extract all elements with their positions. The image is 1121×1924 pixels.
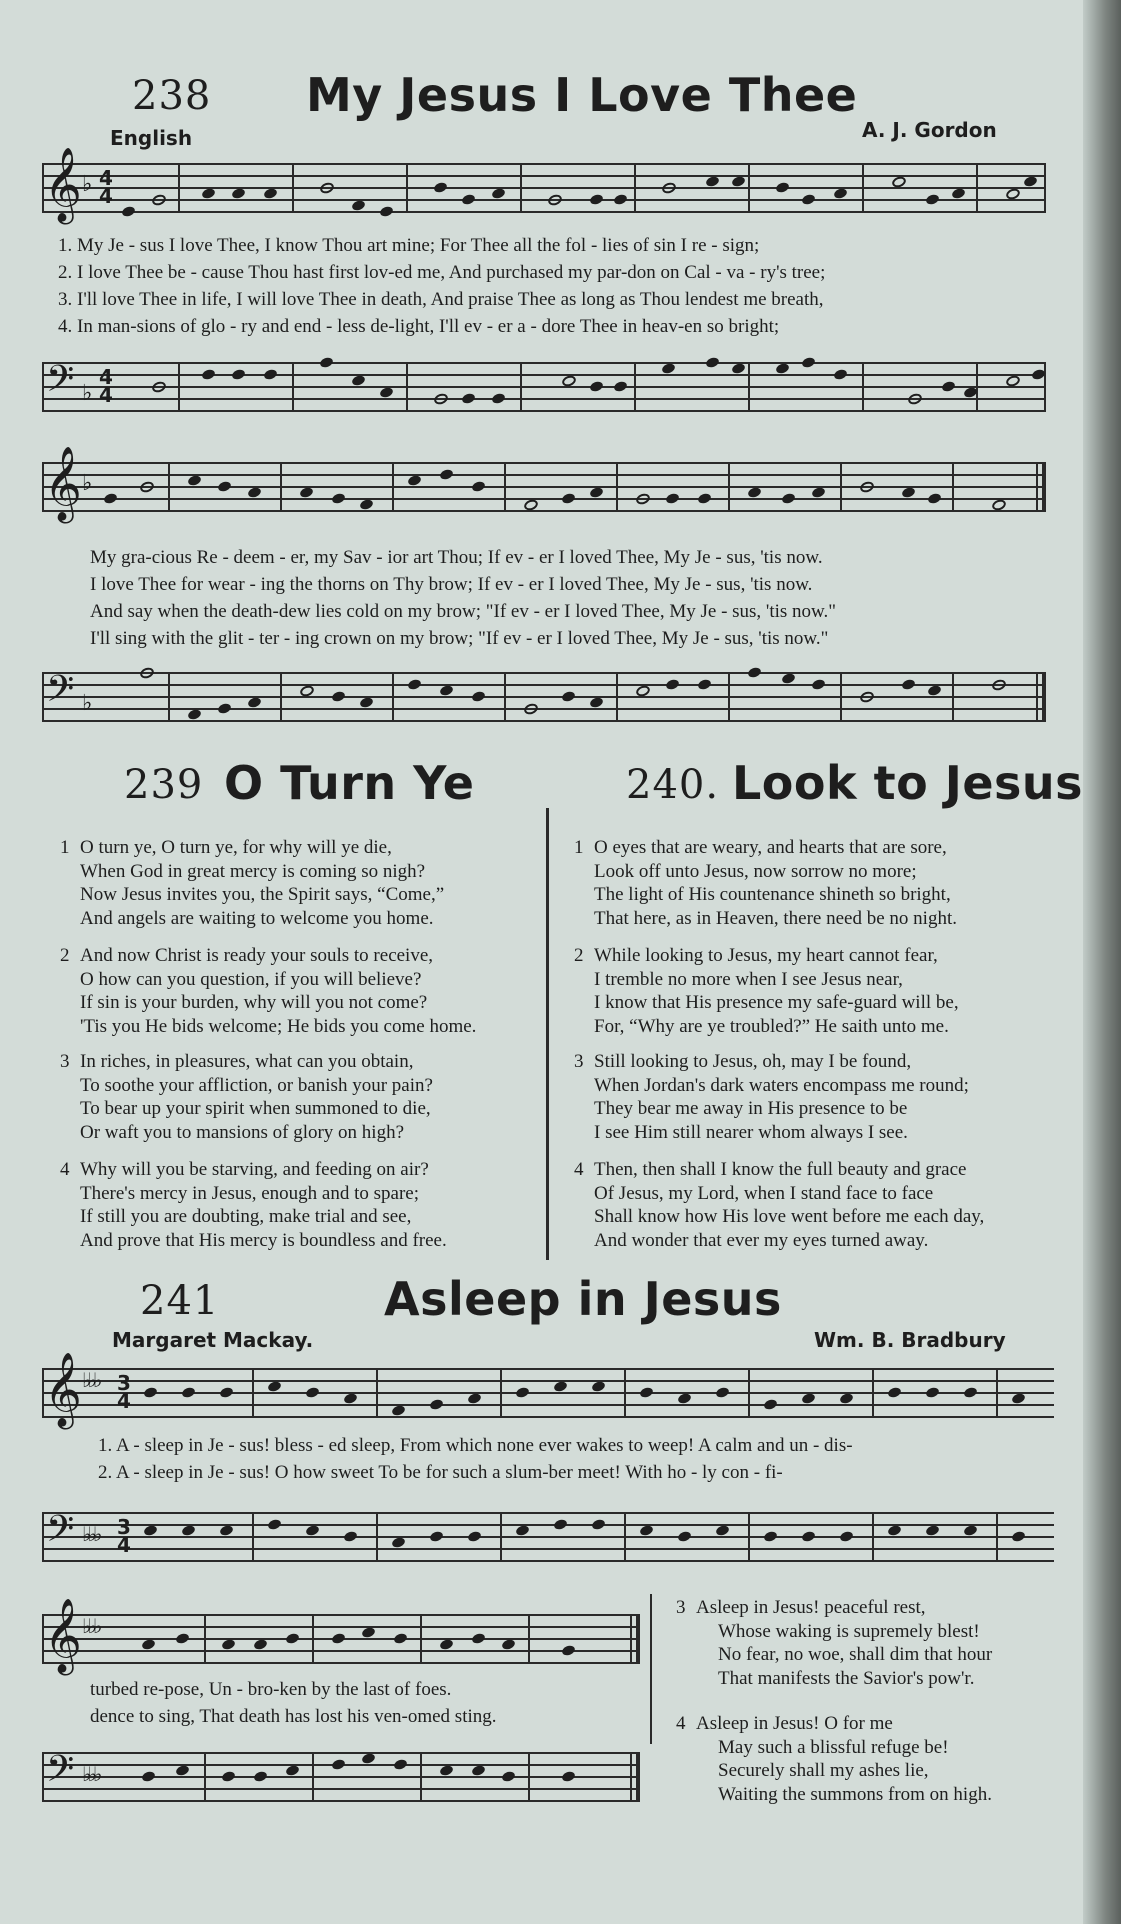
treble-clef-icon: 𝄞 — [44, 1599, 82, 1673]
treble-clef-icon: 𝄞 — [44, 447, 82, 521]
hymn-238-author: English — [110, 126, 193, 150]
time-signature: 4 4 — [99, 166, 113, 208]
column-divider — [546, 808, 549, 1260]
hymn-238-composer: A. J. Gordon — [862, 118, 997, 142]
hymn-239-verse-3: 3 In riches, in pleasures, what can you obtain, To soothe your affliction, or banish your pain? To bear up your spirit when summoned to die, Or waft you to mansions of glory on high? — [60, 1051, 433, 1143]
flat-icon: ♭ — [82, 171, 93, 196]
hymn-238-bass-staff-1 — [42, 358, 1046, 422]
hymn-240-verse-3: 3 Still looking to Jesus, oh, may I be found, When Jordan's dark waters encompass me round; They bear me away in His presence to be I see Him still nearer whom always I see. — [574, 1051, 969, 1143]
flat-icon: ♭ — [82, 470, 93, 495]
bass-clef-icon: 𝄢 — [46, 358, 75, 409]
bass-clef-icon: 𝄢 — [46, 1748, 75, 1799]
hymn-239-verse-4: 4 Why will you be starving, and feeding on air? There's mercy in Jesus, enough and to spare; If still you are doubting, make trial and see, And prove that His mercy is boundless and free. — [60, 1159, 447, 1251]
key-signature-flats: ♭♭♭ — [82, 1764, 99, 1786]
time-signature: 3 4 — [117, 1371, 131, 1413]
hymn-240-verse-1: 1 O eyes that are weary, and hearts that are sore, Look off unto Jesus, now sorrow no more; The light of His countenance shineth so bright, That here, as in Heaven, there need be no night. — [574, 837, 957, 929]
hymn-240-verse-4: 4 Then, then shall I know the full beauty and grace Of Jesus, my Lord, when I stand face to face Shall know how His love went before me each day, And wonder that ever my eyes turned away. — [574, 1159, 985, 1251]
key-signature-flats: ♭♭♭ — [82, 1370, 99, 1392]
key-signature-flats: ♭♭♭ — [82, 1616, 99, 1638]
bass-clef-icon: 𝄢 — [46, 1508, 75, 1559]
key-signature-flats: ♭♭♭ — [82, 1524, 99, 1546]
treble-clef-icon: 𝄞 — [44, 148, 82, 222]
page-edge-shadow — [1083, 0, 1121, 1924]
hymn-238-number: 238 — [132, 73, 212, 119]
hymn-241-title: Asleep in Jesus — [384, 1272, 782, 1326]
hymn-238-treble-staff-1 — [42, 148, 1046, 223]
flat-icon: ♭ — [82, 690, 93, 715]
hymn-241-composer: Wm. B. Bradbury — [814, 1328, 1006, 1352]
hymn-241-bass-staff-1 — [42, 1508, 1054, 1572]
hymn-240-verse-2: 2 While looking to Jesus, my heart cannot fear, I tremble no more when I see Jesus near, I know that His presence my safe-guard will be, For, “Why are ye troubled?” He saith unto me. — [574, 945, 959, 1037]
hymn-238-treble-staff-2 — [42, 447, 1046, 522]
hymn-241-lyrics-1: 1. A - sleep in Je - sus! bless - ed sleep, From which none ever wakes to weep! A calm and un - dis- 2. A - sleep in Je - sus! O how sweet To be for such a slum-ber meet! With ho - ly con - fi- — [98, 1435, 853, 1483]
hymn-241-lyrics-2: turbed re-pose, Un - bro-ken by the last of foes. dence to sing, That death has lost his ven-omed sting. — [90, 1679, 497, 1727]
hymn-239-verse-2: 2 And now Christ is ready your souls to receive, O how can you question, if you will believe? If sin is your burden, why will you not come? 'Tis you He bids welcome; He bids you come home. — [60, 945, 477, 1037]
hymn-240-title: Look to Jesus — [732, 756, 1084, 810]
hymn-241-bass-staff-2 — [42, 1748, 638, 1812]
hymn-241-verse-3: 3 Asleep in Jesus! peaceful rest, Whose waking is supremely blest! No fear, no woe, shall dim that hour That manifests the Savior's pow'r. — [676, 1597, 993, 1689]
hymn-241-verse-4: 4 Asleep in Jesus! O for me May such a blissful refuge be! Securely shall my ashes lie, Waiting the summons from on high. — [676, 1713, 992, 1805]
hymn-238-lyrics-1: 1. My Je - sus I love Thee, I know Thou art mine; For Thee all the fol - lies of sin I re - sign; 2. I love Thee be - cause Thou hast first lov-ed me, And purchased my par-don on Cal - va - ry's tree; 3. I'll love Thee in life, I will love Thee in death, And praise Thee as long as Thou lendest me breath, 4. In man-sions of glo - ry and end - less de-light, I'll ev - er a - dore Thee in heav-en so bright; — [58, 235, 826, 337]
hymn-239-verse-1: 1 O turn ye, O turn ye, for why will ye die, When God in great mercy is coming so nigh? Now Jesus invites you, the Spirit says, “Come,” And angels are waiting to welcome you home. — [60, 837, 445, 929]
hymn-238-title: My Jesus I Love Thee — [306, 68, 858, 122]
treble-clef-icon: 𝄞 — [44, 1353, 82, 1427]
hymn-240-number: 240. — [626, 762, 720, 808]
hymn-238-lyrics-2: My gra-cious Re - deem - er, my Sav - ior art Thou; If ev - er I loved Thee, My Je - sus, 'tis now. I love Thee for wear - ing the thorns on Thy brow; If ev - er I loved Thee, My Je - sus, 'tis now. And say when the death-dew lies cold on my brow; "If ev - er I loved Thee, My Je - sus, 'tis now." I'll sing with the glit - ter - ing crown on my brow; "If ev - er I loved Thee, My Je - sus, 'tis now." — [90, 547, 837, 649]
hymn-241-treble-staff-1 — [42, 1353, 1054, 1428]
flat-icon: ♭ — [82, 380, 93, 405]
hymn-239-number: 239 — [124, 762, 204, 808]
bass-clef-icon: 𝄢 — [46, 668, 75, 719]
time-signature: 3 4 — [117, 1515, 131, 1557]
hymn-241-number: 241 — [140, 1278, 220, 1324]
hymn-239-title: O Turn Ye — [224, 756, 475, 810]
hymn-241-treble-staff-2 — [42, 1599, 638, 1674]
hymn-241-author: Margaret Mackay. — [112, 1328, 314, 1352]
hymn-241-divider — [650, 1594, 652, 1744]
time-signature: 4 4 — [99, 365, 113, 407]
hymn-238-bass-staff-2 — [42, 668, 1046, 732]
